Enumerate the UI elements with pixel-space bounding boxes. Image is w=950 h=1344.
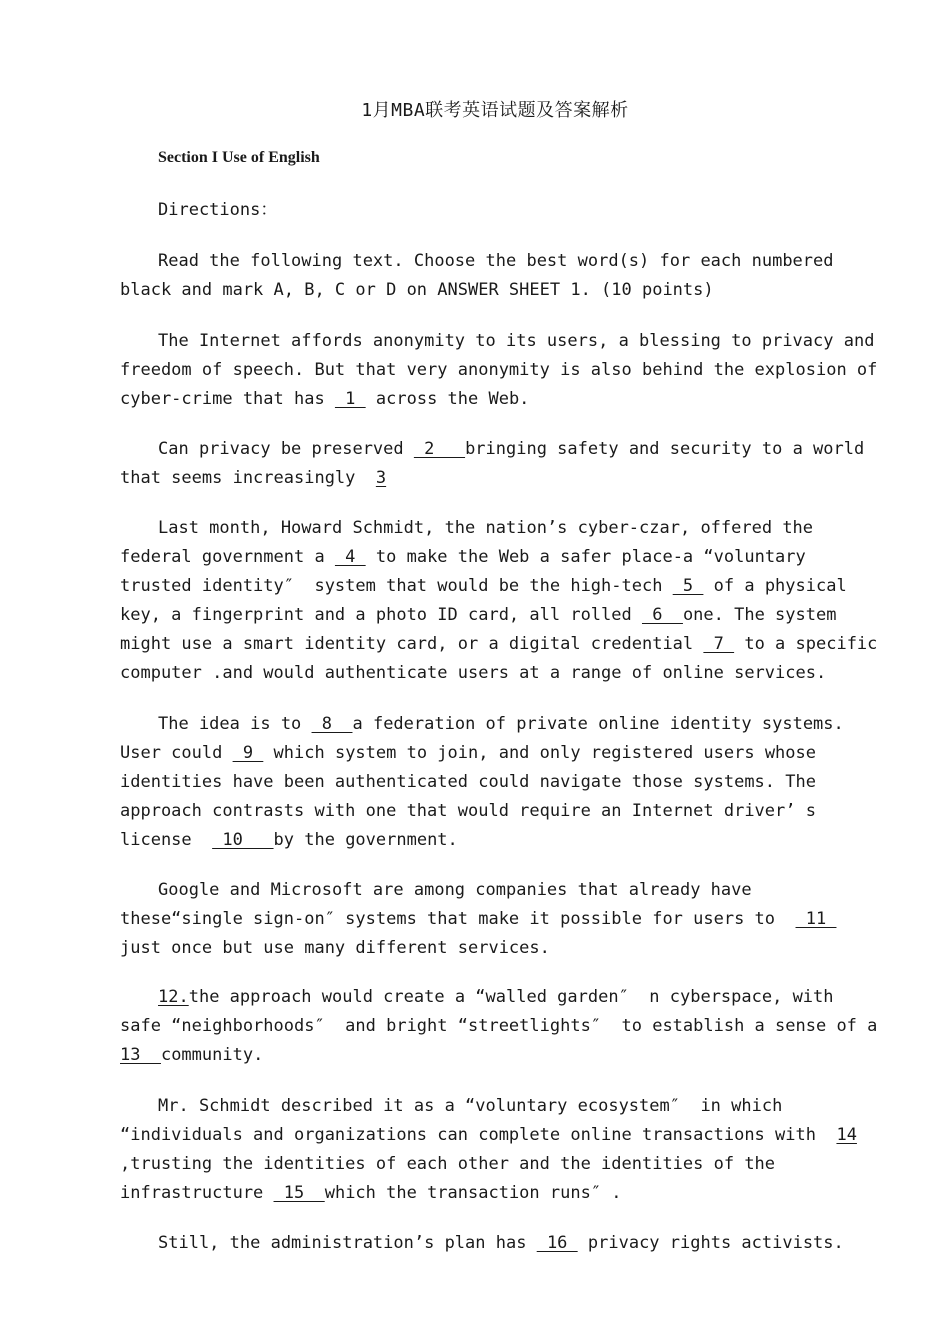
text-run: Last month, Howard Schmidt, the nation’s cyber-czar, offered the: [158, 518, 814, 538]
paragraph-line: [120, 934, 832, 963]
text-run: key, a fingerprint and a photo ID card, all rolled: [120, 605, 642, 625]
text-run: cyber-crime that has: [120, 389, 335, 409]
text-run: might use a smart identity card, or a digital credential: [120, 634, 704, 654]
answer-blank: 14: [836, 1125, 857, 1145]
answer-blank: 7: [703, 634, 735, 654]
text-run: of a physical: [703, 576, 847, 596]
paragraph-p4: [120, 514, 878, 688]
text-run: just once but use many different services.: [120, 938, 550, 958]
answer-blank: 4: [334, 547, 366, 567]
paragraph-line: [120, 739, 832, 768]
paragraph-p3: [120, 435, 865, 493]
paragraph-line: [120, 1041, 832, 1070]
paragraph-p7: [120, 983, 878, 1070]
text-run: Can privacy be preserved: [158, 439, 414, 459]
answer-blank: 3: [375, 468, 387, 488]
answer-blank: 10: [212, 830, 274, 850]
text-run: black and mark A, B, C or D on ANSWER SHEET 1. (10 points): [120, 280, 714, 300]
text-run: by the government.: [273, 830, 458, 850]
paragraph-line: [120, 327, 875, 356]
text-run: one. The system: [682, 605, 837, 625]
answer-blank: 1: [334, 389, 366, 409]
text-run: Still, the administration’s plan has: [158, 1233, 537, 1253]
paragraph-line: [120, 1121, 857, 1150]
paragraph-line: [120, 983, 832, 1012]
paragraph-line: [120, 1150, 832, 1179]
text-run: User could: [120, 743, 233, 763]
paragraph-line: [120, 464, 832, 493]
text-run: license: [120, 830, 213, 850]
paragraph-line: [120, 630, 878, 659]
document-title: 1月MBA联考英语试题及答案解析: [361, 100, 629, 121]
paragraph-p1: [120, 247, 832, 305]
text-run: Read the following text. Choose the best word(s) for each numbered: [158, 251, 834, 271]
text-run: privacy rights activists.: [577, 1233, 844, 1253]
text-run: “individuals and organizations can complete online transactions with: [120, 1125, 837, 1145]
paragraph-line: [120, 1092, 832, 1121]
text-run: infrastructure: [120, 1183, 274, 1203]
text-run: safe “neighborhoods″ and bright “streetlights″ to establish a sense of a: [120, 1016, 878, 1036]
text-run: bringing safety and security to a world: [465, 439, 865, 459]
text-run: that seems increasingly: [120, 468, 376, 488]
paragraph-line: [120, 1012, 878, 1041]
text-run: The idea is to: [158, 714, 312, 734]
text-run: ,trusting the identities of each other and the identities of the: [120, 1154, 776, 1174]
answer-blank: 6: [641, 605, 683, 625]
paragraph-line: [120, 601, 837, 630]
paragraph-line: [120, 356, 878, 385]
paragraph-p6: [120, 876, 837, 963]
text-run: computer .and would authenticate users at a range of online services.: [120, 663, 827, 683]
paragraph-line: [120, 276, 832, 305]
paragraph-line: [120, 1179, 832, 1208]
text-run: federal government a: [120, 547, 335, 567]
directions-label: Directions：: [158, 200, 278, 220]
paragraph-line: [120, 876, 832, 905]
paragraph-line: [120, 1229, 844, 1258]
text-run: community.: [160, 1045, 264, 1065]
text-run: The Internet affords anonymity to its users, a blessing to privacy and: [158, 331, 875, 351]
paragraph-p2: [120, 327, 878, 414]
paragraph-line: [120, 514, 832, 543]
text-run: a federation of private online identity systems.: [352, 714, 844, 734]
paragraph-line: [120, 435, 865, 464]
answer-blank: 13: [120, 1045, 161, 1065]
paragraph-line: [120, 543, 832, 572]
text-run: freedom of speech. But that very anonymity is also behind the explosion of: [120, 360, 878, 380]
answer-blank: 8: [311, 714, 353, 734]
text-run: across the Web.: [365, 389, 530, 409]
paragraph-line: [120, 659, 832, 688]
text-run: the approach would create a “walled garden″ n cyberspace, with: [188, 987, 834, 1007]
text-run: to a specific: [734, 634, 878, 654]
paragraph-p8: [120, 1092, 857, 1208]
text-run: these“single sign-on″ systems that make it possible for users to: [120, 909, 796, 929]
paragraph-p9: [120, 1229, 844, 1258]
text-run: which the transaction runs″ .: [324, 1183, 622, 1203]
text-run: Google and Microsoft are among companies that already have: [158, 880, 752, 900]
text-run: to make the Web a safer place-a “voluntary: [365, 547, 806, 567]
answer-blank: 15: [273, 1183, 325, 1203]
paragraph-line: [120, 768, 832, 797]
paragraph-line: [120, 572, 847, 601]
answer-blank: 9: [232, 743, 264, 763]
paragraph-line: [120, 826, 832, 855]
text-run: approach contrasts with one that would require an Internet driver’ s: [120, 801, 816, 821]
paragraph-line: [120, 797, 832, 826]
section-heading: Section I Use of English: [158, 149, 320, 166]
paragraph-line: [120, 385, 832, 414]
text-run: trusted identity″ system that would be the high-tech: [120, 576, 673, 596]
answer-blank: 11: [795, 909, 837, 929]
answer-blank: 16: [536, 1233, 578, 1253]
paragraph-line: [120, 905, 837, 934]
paragraph-line: [120, 247, 832, 276]
text-run: Mr. Schmidt described it as a “voluntary ecosystem″ in which: [158, 1096, 783, 1116]
paragraph-line: [120, 710, 844, 739]
answer-blank: 5: [672, 576, 704, 596]
answer-blank: 12.: [158, 987, 189, 1007]
answer-blank: 2: [413, 439, 466, 459]
text-run: identities have been authenticated could navigate those systems. The: [120, 772, 816, 792]
text-run: which system to join, and only registered users whose: [263, 743, 816, 763]
paragraph-p5: [120, 710, 844, 855]
